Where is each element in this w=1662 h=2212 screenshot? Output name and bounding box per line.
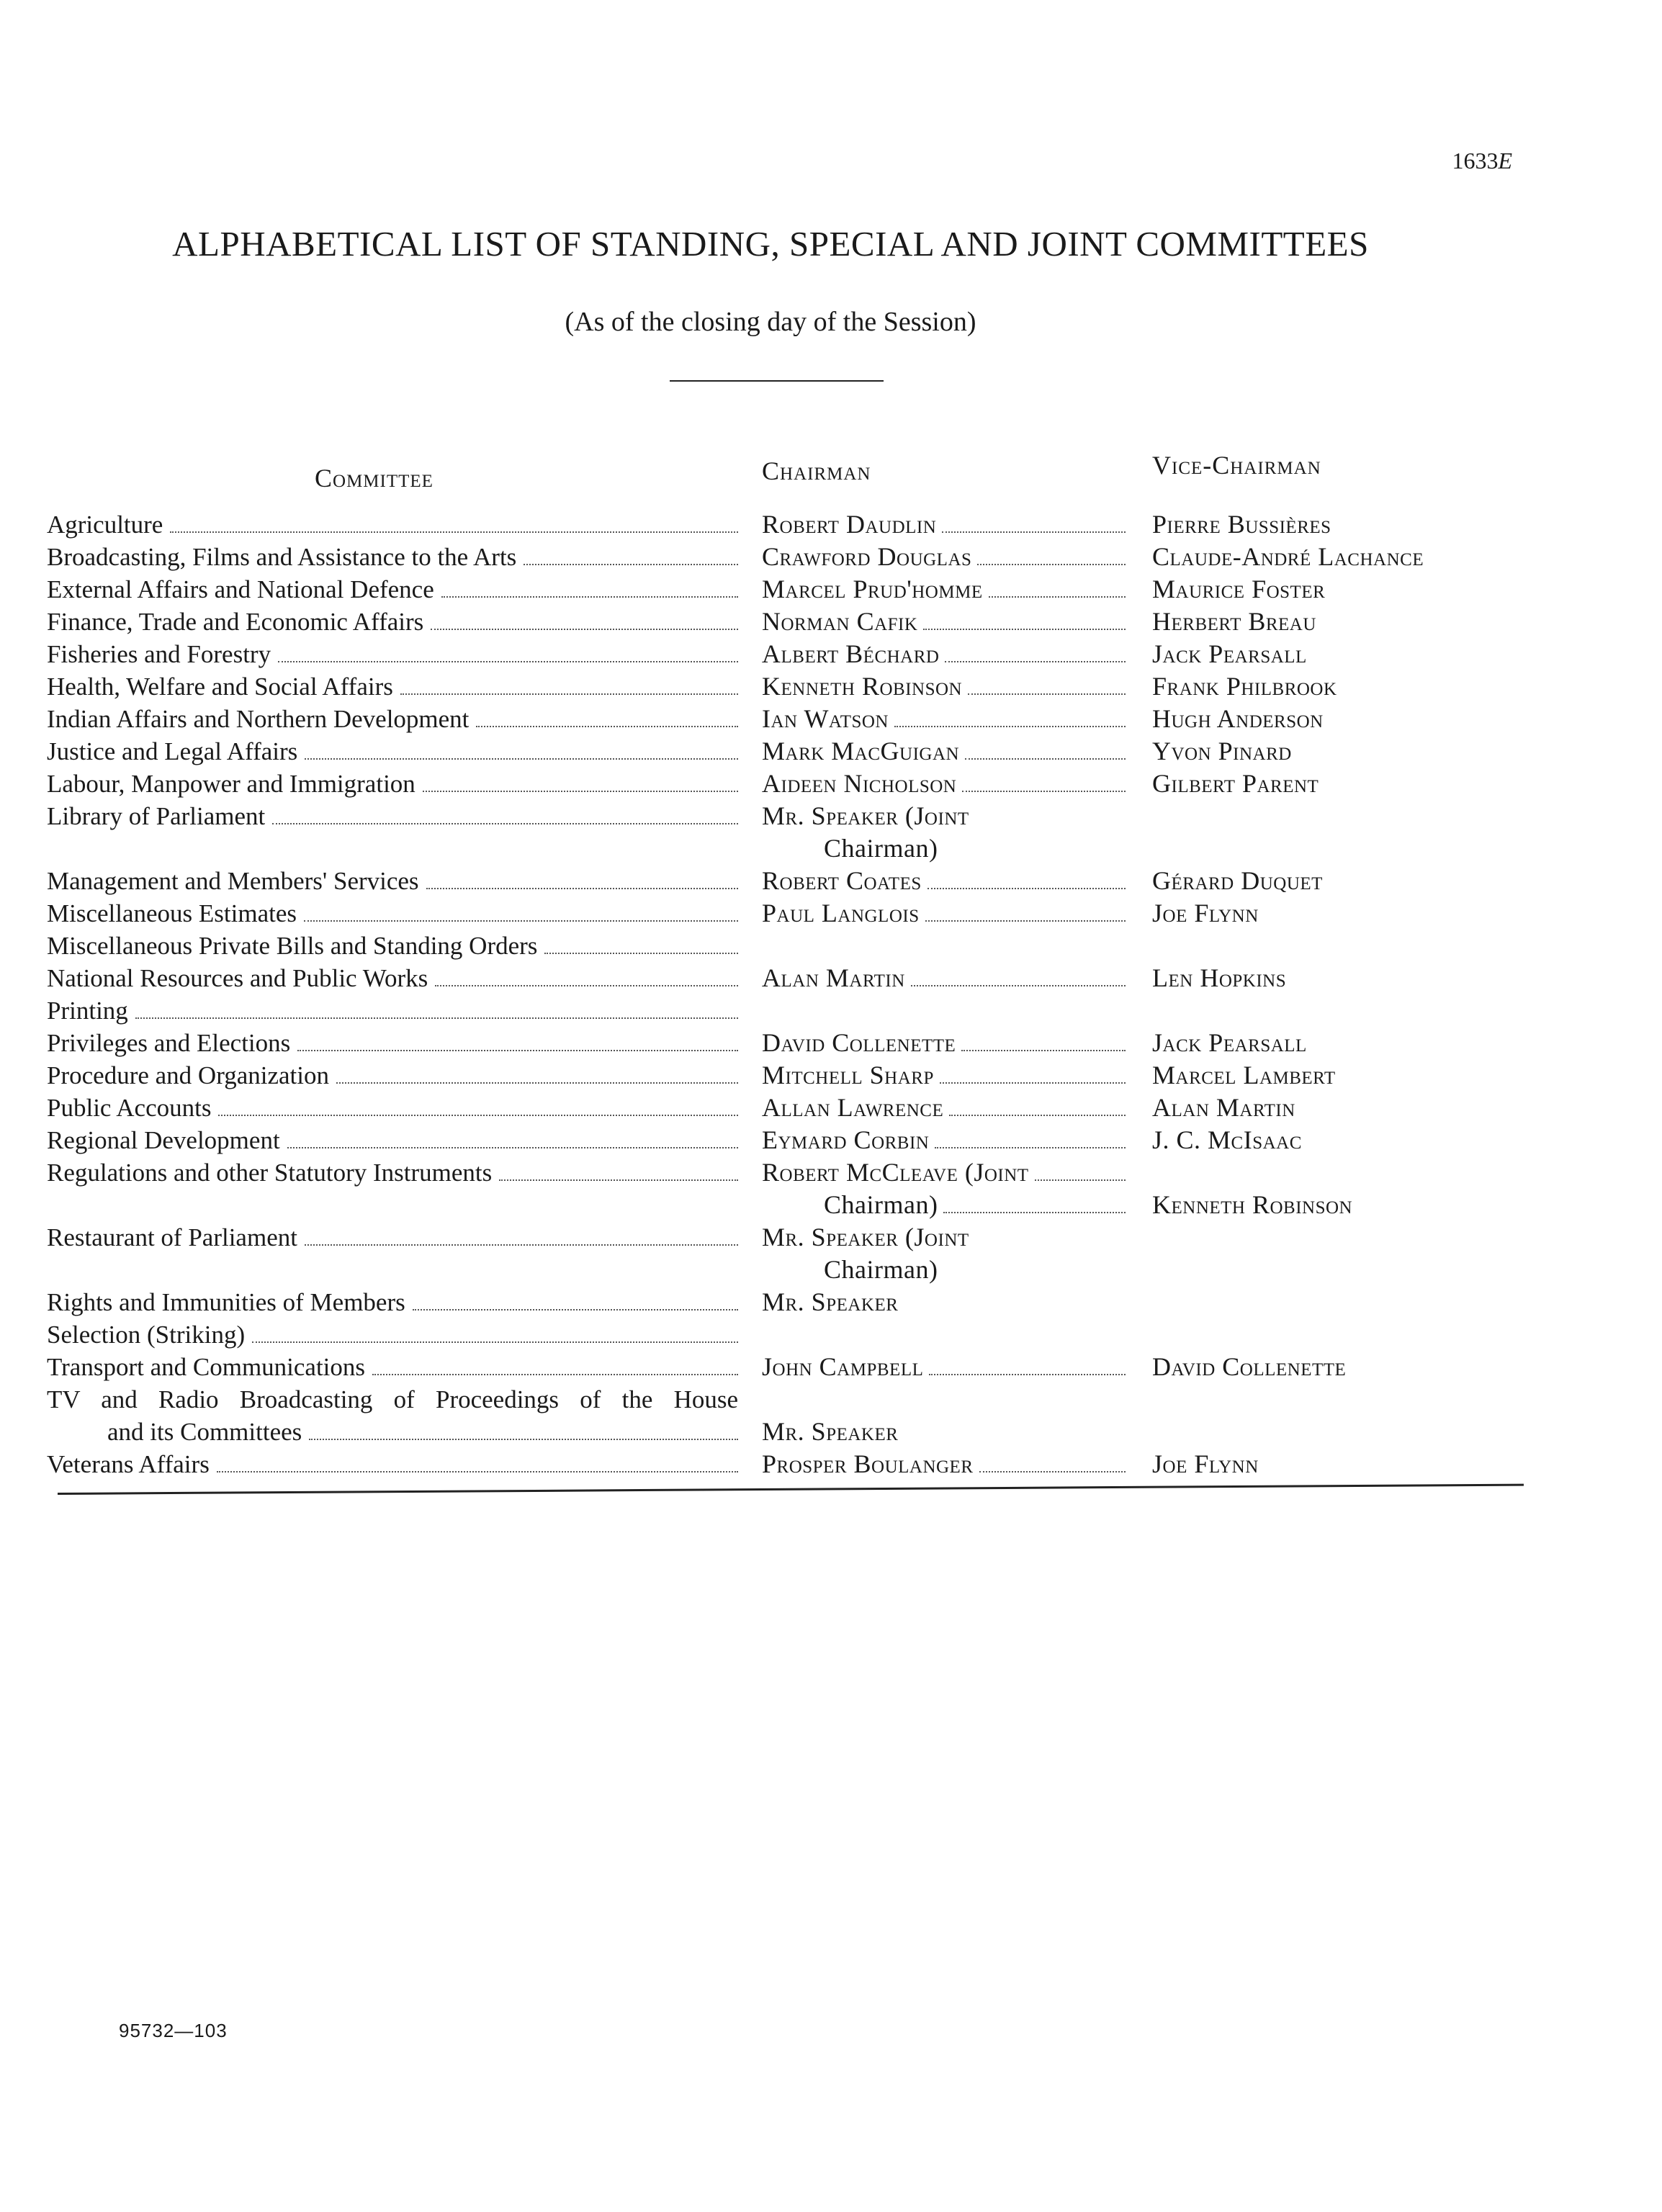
vice-chairman-name: Joe Flynn — [1152, 899, 1259, 927]
committee-row — [47, 994, 738, 1027]
dot-leader — [426, 888, 738, 889]
chairman-row — [762, 865, 1126, 897]
chairman-column — [762, 508, 1126, 1480]
dot-leader — [544, 953, 738, 954]
vice-chairman-name: Jack Pearsall — [1152, 639, 1307, 668]
chairman-row — [762, 1059, 1126, 1092]
vice-chairman-name: Frank Philbrook — [1152, 672, 1337, 701]
vice-chairman-name: David Collenette — [1152, 1352, 1347, 1381]
committee-row-blank — [47, 832, 738, 865]
chairman-name: Chairman) — [824, 834, 938, 863]
vice-chairman-column-header: Vice-Chairman — [1152, 451, 1321, 480]
committee-row — [47, 670, 738, 703]
vice-chairman-name: Gilbert Parent — [1152, 769, 1319, 798]
committee-row — [47, 1286, 738, 1318]
chairman-row — [762, 541, 1126, 573]
committee-row — [47, 1448, 738, 1480]
vice-chairman-name: Herbert Breau — [1152, 607, 1316, 636]
committee-row — [47, 962, 738, 994]
chairman-row — [762, 832, 1126, 865]
committee-column-header: Committee — [315, 464, 434, 493]
vice-chairman-row — [1152, 1092, 1555, 1124]
vice-chairman-row — [1152, 735, 1555, 768]
committee-name: Restaurant of Parliament — [47, 1223, 297, 1251]
committee-name: Justice and Legal Affairs — [47, 737, 298, 765]
dot-leader — [297, 1050, 738, 1051]
page-number-value: 1633 — [1452, 148, 1499, 174]
vice-chairman-row — [1152, 638, 1555, 670]
committee-name: Fisheries and Forestry — [47, 640, 271, 668]
dot-leader — [217, 1471, 738, 1473]
chairman-column-header: Chairman — [762, 457, 871, 485]
committee-name: Finance, Trade and Economic Affairs — [47, 608, 424, 636]
committee-row — [47, 1351, 738, 1383]
committee-name: Library of Parliament — [47, 802, 266, 830]
dot-leader — [499, 1179, 738, 1181]
vice-chairman-column — [1152, 508, 1555, 1480]
committee-row — [47, 1156, 738, 1189]
dot-leader — [940, 1082, 1126, 1084]
committee-row — [47, 800, 738, 832]
dot-leader — [965, 758, 1126, 760]
chairman-name: Aideen Nicholson — [762, 769, 957, 798]
chairman-row — [762, 508, 1126, 541]
vice-chairman-row — [1152, 541, 1555, 573]
vice-chairman-name: Kenneth Robinson — [1152, 1190, 1353, 1219]
committee-row — [47, 1027, 738, 1059]
committee-row — [47, 1416, 738, 1448]
page-number-suffix: E — [1498, 148, 1512, 174]
chairman-row — [762, 962, 1126, 994]
dot-leader — [423, 791, 738, 792]
vice-chairman-row — [1152, 1448, 1555, 1480]
chairman-row — [762, 1221, 1126, 1254]
vice-chairman-row-blank — [1152, 1318, 1555, 1351]
vice-chairman-row — [1152, 670, 1555, 703]
committee-row — [47, 638, 738, 670]
committee-name: External Affairs and National Defence — [47, 575, 434, 603]
dot-leader — [961, 1050, 1126, 1051]
vice-chairman-name: Yvon Pinard — [1152, 737, 1292, 765]
dot-leader — [441, 596, 738, 598]
committee-name: Indian Affairs and Northern Development — [47, 705, 470, 733]
chairman-row — [762, 768, 1126, 800]
vice-chairman-row-blank — [1152, 1383, 1555, 1416]
chairman-row — [762, 1027, 1126, 1059]
dot-leader — [962, 791, 1126, 792]
dot-leader — [476, 726, 738, 727]
chairman-name: Chairman) — [824, 1190, 938, 1219]
committee-row — [47, 541, 738, 573]
committee-row — [47, 1318, 738, 1351]
chairman-name: Allan Lawrence — [762, 1093, 944, 1122]
vice-chairman-name: Joe Flynn — [1152, 1449, 1259, 1478]
chairman-name: Prosper Boulanger — [762, 1449, 974, 1478]
vice-chairman-row — [1152, 1351, 1555, 1383]
dot-leader — [431, 629, 738, 630]
vice-chairman-row — [1152, 573, 1555, 606]
committee-name: Regulations and other Statutory Instruments — [47, 1159, 493, 1187]
chairman-row-blank — [762, 1383, 1126, 1416]
committee-name: Printing — [47, 997, 128, 1025]
committee-name: Regional Development — [47, 1126, 280, 1154]
dot-leader — [989, 596, 1126, 598]
committee-row-blank — [47, 1189, 738, 1221]
committee-row — [47, 1092, 738, 1124]
vice-chairman-row — [1152, 1124, 1555, 1156]
vice-chairman-name: Hugh Anderson — [1152, 704, 1324, 733]
page-number — [1452, 148, 1512, 174]
chairman-name: Mr. Speaker — [762, 1287, 899, 1316]
chairman-row-blank — [762, 1318, 1126, 1351]
vice-chairman-row-blank — [1152, 800, 1555, 832]
dot-leader — [309, 1439, 738, 1440]
dot-leader — [305, 758, 738, 760]
dot-leader — [927, 888, 1126, 889]
vice-chairman-name: Marcel Lambert — [1152, 1061, 1336, 1089]
dot-leader — [272, 823, 738, 824]
vice-chairman-name: J. C. McIsaac — [1152, 1125, 1302, 1154]
vice-chairman-row-blank — [1152, 1286, 1555, 1318]
dot-leader — [305, 1244, 738, 1246]
chairman-row — [762, 670, 1126, 703]
dot-leader — [925, 920, 1126, 922]
dot-leader — [400, 693, 738, 695]
vice-chairman-row — [1152, 962, 1555, 994]
dot-leader — [372, 1374, 738, 1375]
chairman-name: Chairman) — [824, 1255, 938, 1284]
dot-leader — [894, 726, 1126, 727]
chairman-row — [762, 1416, 1126, 1448]
dot-leader — [945, 661, 1126, 662]
chairman-name: David Collenette — [762, 1028, 956, 1057]
dot-leader — [413, 1309, 738, 1310]
chairman-name: Mr. Speaker — [762, 1417, 899, 1446]
vice-chairman-name: Alan Martin — [1152, 1093, 1295, 1122]
chairman-name: Robert McCleave (Joint — [762, 1158, 1029, 1187]
chairman-row — [762, 1189, 1126, 1221]
dot-leader — [943, 1212, 1126, 1213]
vice-chairman-name: Len Hopkins — [1152, 963, 1287, 992]
committee-name: Broadcasting, Films and Assistance to the Arts — [47, 543, 517, 571]
chairman-row — [762, 638, 1126, 670]
committee-row — [47, 1124, 738, 1156]
chairman-row — [762, 703, 1126, 735]
vice-chairman-name: Claude-André Lachance — [1152, 542, 1424, 571]
chairman-name: Eymard Corbin — [762, 1125, 930, 1154]
dot-leader — [1035, 1179, 1126, 1181]
chairman-row — [762, 800, 1126, 832]
committee-row — [47, 897, 738, 930]
committee-row — [47, 1383, 738, 1416]
title-divider — [670, 380, 884, 382]
dot-leader — [336, 1082, 738, 1084]
chairman-name: Mr. Speaker (Joint — [762, 1223, 969, 1251]
vice-chairman-row-blank — [1152, 930, 1555, 962]
chairman-row — [762, 573, 1126, 606]
dot-leader — [911, 985, 1126, 986]
dot-leader — [304, 920, 738, 922]
committee-name: Miscellaneous Private Bills and Standing Orders — [47, 932, 538, 960]
dot-leader — [949, 1115, 1126, 1116]
vice-chairman-row — [1152, 606, 1555, 638]
dot-leader — [135, 1017, 738, 1019]
committee-row — [47, 768, 738, 800]
chairman-name: Robert Daudlin — [762, 510, 937, 539]
vice-chairman-row-blank — [1152, 1221, 1555, 1254]
chairman-name: Mitchell Sharp — [762, 1061, 934, 1089]
chairman-row — [762, 1254, 1126, 1286]
committee-name: Rights and Immunities of Members — [47, 1288, 405, 1316]
committee-column — [47, 508, 738, 1480]
chairman-name: Kenneth Robinson — [762, 672, 963, 701]
committee-row — [47, 1059, 738, 1092]
vice-chairman-row — [1152, 1189, 1555, 1221]
committee-name: and its Committees — [107, 1418, 302, 1446]
chairman-row — [762, 1448, 1126, 1480]
chairman-row — [762, 1351, 1126, 1383]
committee-name: Selection (Striking) — [47, 1321, 246, 1349]
vice-chairman-row-blank — [1152, 994, 1555, 1027]
dot-leader — [524, 564, 738, 565]
committee-row — [47, 735, 738, 768]
chairman-name: Marcel Prud'homme — [762, 575, 983, 603]
vice-chairman-row-blank — [1152, 832, 1555, 865]
committee-row — [47, 606, 738, 638]
committee-row — [47, 508, 738, 541]
chairman-row — [762, 1156, 1126, 1189]
chairman-row — [762, 1286, 1126, 1318]
table-bottom-rule — [58, 1484, 1524, 1495]
chairman-row-blank — [762, 994, 1126, 1027]
chairman-row-blank — [762, 930, 1126, 962]
dot-leader — [170, 531, 738, 533]
vice-chairman-row — [1152, 703, 1555, 735]
dot-leader — [977, 564, 1126, 565]
vice-chairman-row-blank — [1152, 1254, 1555, 1286]
committee-row — [47, 573, 738, 606]
committee-name: Miscellaneous Estimates — [47, 899, 297, 927]
vice-chairman-name: Pierre Bussières — [1152, 510, 1331, 539]
committee-name: Transport and Communications — [47, 1353, 366, 1381]
chairman-row — [762, 1092, 1126, 1124]
committee-row-blank — [47, 1254, 738, 1286]
committee-name: Health, Welfare and Social Affairs — [47, 673, 393, 701]
dot-leader — [218, 1115, 738, 1116]
vice-chairman-name: Maurice Foster — [1152, 575, 1326, 603]
vice-chairman-row-blank — [1152, 1156, 1555, 1189]
chairman-row — [762, 606, 1126, 638]
chairman-name: Albert Béchard — [762, 639, 940, 668]
dot-leader — [935, 1147, 1126, 1148]
committee-row — [47, 1221, 738, 1254]
dot-leader — [979, 1471, 1126, 1473]
dot-leader — [435, 985, 738, 986]
committee-row — [47, 930, 738, 962]
vice-chairman-row — [1152, 1059, 1555, 1092]
committee-name: Agriculture — [47, 511, 163, 539]
vice-chairman-name: Jack Pearsall — [1152, 1028, 1307, 1057]
committee-name: Procedure and Organization — [47, 1061, 329, 1089]
vice-chairman-row — [1152, 897, 1555, 930]
vice-chairman-row — [1152, 865, 1555, 897]
committee-name: Labour, Manpower and Immigration — [47, 770, 416, 798]
dot-leader — [252, 1341, 738, 1343]
chairman-name: Paul Langlois — [762, 899, 920, 927]
vice-chairman-row — [1152, 508, 1555, 541]
dot-leader — [923, 629, 1126, 630]
dot-leader — [929, 1374, 1126, 1375]
vice-chairman-name: Gérard Duquet — [1152, 866, 1323, 895]
committee-name: Veterans Affairs — [47, 1450, 210, 1478]
vice-chairman-row — [1152, 768, 1555, 800]
committee-name: Management and Members' Services — [47, 867, 419, 895]
chairman-row — [762, 897, 1126, 930]
committee-row — [47, 703, 738, 735]
vice-chairman-row-blank — [1152, 1416, 1555, 1448]
chairman-name: Alan Martin — [762, 963, 905, 992]
chairman-name: Mark MacGuigan — [762, 737, 960, 765]
dot-leader — [278, 661, 738, 662]
committee-name: Public Accounts — [47, 1094, 212, 1122]
committee-row — [47, 865, 738, 897]
footer-code: 95732—103 — [119, 2020, 228, 2041]
chairman-name: John Campbell — [762, 1352, 924, 1381]
chairman-row — [762, 1124, 1126, 1156]
dot-leader — [968, 693, 1126, 695]
committee-name: TV and Radio Broadcasting of Proceedings of the House — [47, 1385, 738, 1413]
chairman-name: Robert Coates — [762, 866, 922, 895]
vice-chairman-row — [1152, 1027, 1555, 1059]
dot-leader — [942, 531, 1126, 533]
dot-leader — [287, 1147, 738, 1148]
committee-name: Privileges and Elections — [47, 1029, 291, 1057]
chairman-name: Mr. Speaker (Joint — [762, 801, 969, 830]
chairman-name: Ian Watson — [762, 704, 889, 733]
committee-name: National Resources and Public Works — [47, 964, 428, 992]
chairman-name: Crawford Douglas — [762, 542, 972, 571]
page-title: ALPHABETICAL LIST OF STANDING, SPECIAL AND JOINT COMMITTEES — [172, 224, 1369, 264]
chairman-row — [762, 735, 1126, 768]
page-subtitle: (As of the closing day of the Session) — [565, 307, 976, 337]
chairman-name: Norman Cafik — [762, 607, 918, 636]
